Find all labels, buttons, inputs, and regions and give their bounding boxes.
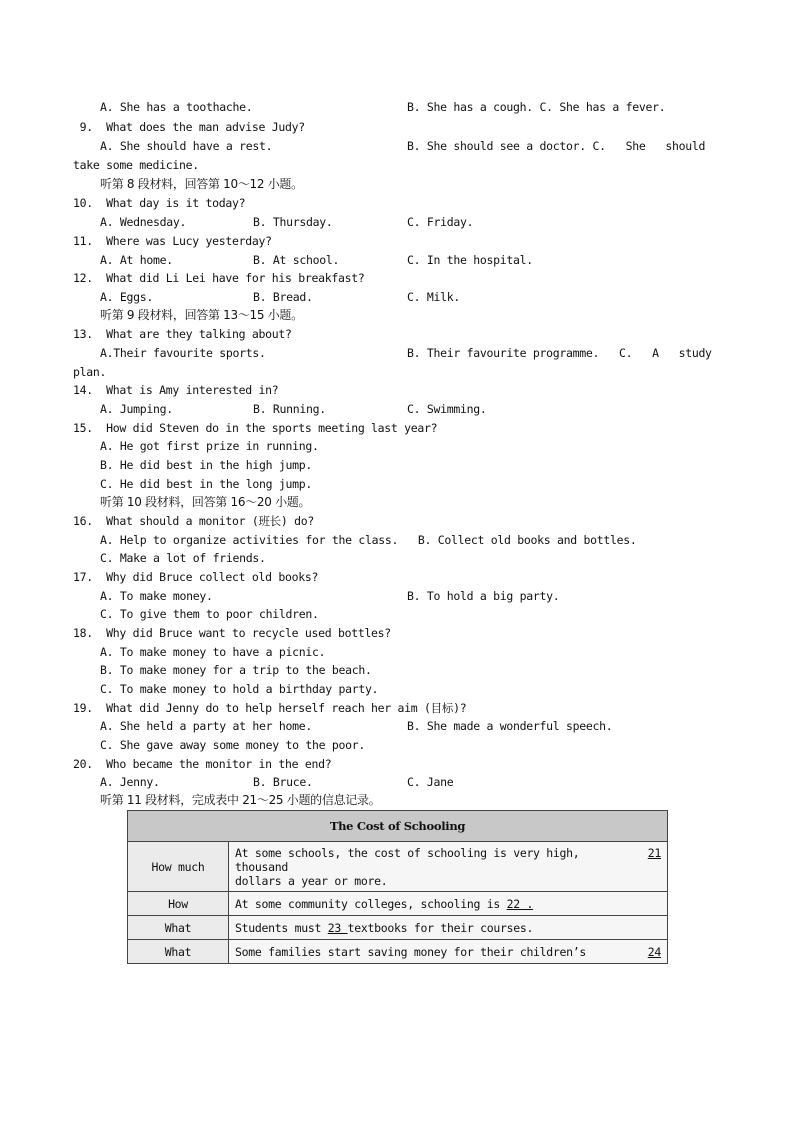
row-text: Students must 23 textbooks for their courses. [229, 916, 668, 940]
q17-option-c: C. To give them to poor children. [100, 607, 319, 621]
section-10-heading: 听第 10 段材料，回答第 16～20 小题。 [100, 495, 311, 509]
q9-option-bc: B. She should see a doctor. C. She should [407, 139, 706, 153]
q18-option-c: C. To make money to hold a birthday party. [100, 682, 379, 696]
q14-option-c: C. Swimming. [407, 402, 487, 416]
q9-option-a: A. She should have a rest. [100, 139, 273, 153]
blank-22[interactable]: 22 . [506, 896, 534, 911]
q9-option-c-cont: take some medicine. [73, 158, 199, 172]
q13-option-a: A.Their favourite sports. [100, 346, 266, 360]
q20-option-a: A. Jenny. [100, 775, 160, 789]
table-row [128, 892, 668, 916]
q8-option-bc: B. She has a cough. C. She has a fever. [407, 100, 666, 114]
q18-option-b: B. To make money for a trip to the beach. [100, 663, 372, 677]
q10-option-a: A. Wednesday. [100, 215, 187, 229]
question-9: 9. What does the man advise Judy? [73, 120, 305, 134]
cost-of-schooling-table [127, 810, 668, 964]
q13-option-bc: B. Their favourite programme. C. A study [407, 346, 712, 360]
row-label: What [128, 940, 229, 964]
row-text: At some community colleges, schooling is 22 . [229, 892, 668, 916]
table-row [128, 940, 668, 964]
q12-option-a: A. Eggs. [100, 290, 153, 304]
table-row [128, 842, 668, 892]
q10-option-b: B. Thursday. [253, 215, 333, 229]
question-11: 11. Where was Lucy yesterday? [73, 234, 272, 248]
q19-option-a: A. She held a party at her home. [100, 719, 312, 733]
blank-21[interactable]: 21 [647, 845, 661, 860]
q17-option-b: B. To hold a big party. [407, 589, 560, 603]
q11-option-b: B. At school. [253, 253, 340, 267]
question-13: 13. What are they talking about? [73, 327, 292, 341]
question-15: 15. How did Steven do in the sports meeting last year? [73, 421, 438, 435]
q18-option-a: A. To make money to have a picnic. [100, 645, 326, 659]
q12-option-c: C. Milk. [407, 290, 460, 304]
q19-option-c: C. She gave away some money to the poor. [100, 738, 365, 752]
blank-23[interactable]: 23 [327, 920, 348, 935]
q15-option-a: A. He got first prize in running. [100, 439, 319, 453]
table-title: The Cost of Schooling [128, 811, 668, 842]
q12-option-b: B. Bread. [253, 290, 313, 304]
q10-option-c: C. Friday. [407, 215, 474, 229]
q20-option-c: C. Jane [407, 775, 454, 789]
q13-option-c-cont: plan. [73, 365, 107, 379]
row-label: What [128, 916, 229, 940]
q17-option-a: A. To make money. [100, 589, 213, 603]
q16-option-c: C. Make a lot of friends. [100, 551, 266, 565]
section-9-heading: 听第 9 段材料，回答第 13～15 小题。 [100, 308, 303, 322]
question-20: 20. Who became the monitor in the end? [73, 757, 332, 771]
row-text: Some families start saving money for their children’s 24 [229, 940, 668, 964]
q11-option-c: C. In the hospital. [407, 253, 533, 267]
question-16: 16. What should a monitor (班长) do? [73, 514, 314, 528]
question-19: 19. What did Jenny do to help herself reach her aim (目标)? [73, 701, 467, 715]
q19-option-b: B. She made a wonderful speech. [407, 719, 613, 733]
q15-option-b: B. He did best in the high jump. [100, 458, 312, 472]
q14-option-a: A. Jumping. [100, 402, 173, 416]
question-12: 12. What did Li Lei have for his breakfast? [73, 271, 365, 285]
blank-24[interactable]: 24 [647, 944, 661, 959]
section-8-heading: 听第 8 段材料，回答第 10～12 小题。 [100, 177, 303, 191]
q15-option-c: C. He did best in the long jump. [100, 477, 312, 491]
question-10: 10. What day is it today? [73, 196, 246, 210]
section-11-heading: 听第 11 段材料，完成表中 21～25 小题的信息记录。 [100, 793, 381, 807]
question-14: 14. What is Amy interested in? [73, 383, 279, 397]
q14-option-b: B. Running. [253, 402, 326, 416]
question-17: 17. Why did Bruce collect old books? [73, 570, 319, 584]
q20-option-b: B. Bruce. [253, 775, 313, 789]
q11-option-a: A. At home. [100, 253, 173, 267]
row-label: How [128, 892, 229, 916]
row-label: How much [128, 842, 229, 892]
q16-option-ab: A. Help to organize activities for the class. B. Collect old books and bottles. [100, 533, 637, 547]
table-row [128, 916, 668, 940]
question-18: 18. Why did Bruce want to recycle used bottles? [73, 626, 391, 640]
row-text: At some schools, the cost of schooling is very high, 21 thousand dollars a year or more. [229, 842, 668, 892]
q8-option-a: A. She has a toothache. [100, 100, 253, 114]
